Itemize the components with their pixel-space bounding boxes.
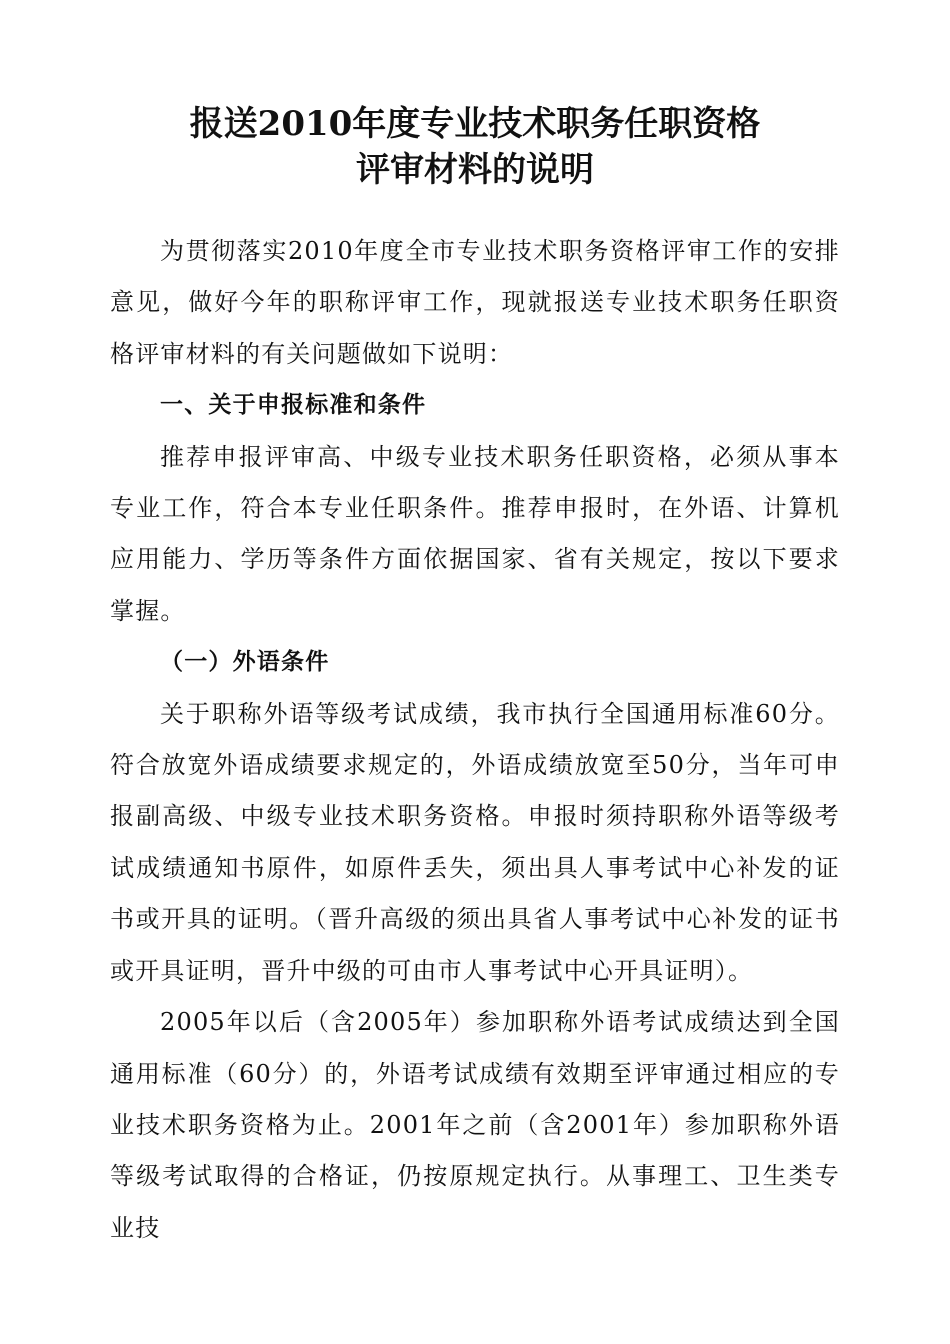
- subsection-heading-1: （一）外语条件: [160, 649, 330, 676]
- section-heading-1: 一、关于申报标准和条件: [160, 392, 427, 419]
- paragraph-requirements: 推荐申报评审高、中级专业技术职务任职资格，必须从事本专业工作，符合本专业任职条件。推荐申报时，在外语、计算机应用能力、学历等条件方面依据国家、省有关规定，按以下要求掌握。: [110, 442, 840, 625]
- document-body: [110, 226, 840, 1254]
- paragraph-foreign-language: 关于职称外语等级考试成绩，我市执行全国通用标准60分。符合放宽外语成绩要求规定的，外语成绩放宽至50分，当年可申报副高级、中级专业技术职务资格。申报时须持职称外语等级考试成绩通知书原件，如原件丢失，须出具人事考试中心补发的证书或开具的证明。（晋升高级的须出具省人事考试中心补发的证书或开具证明，晋升中级的可由市人事考试中心开具证明）。: [110, 699, 840, 985]
- document-title-line-1: 报送2010年度专业技术职务任职资格: [189, 104, 761, 144]
- document-title-line-2: 评审材料的说明: [356, 150, 594, 190]
- paragraph-validity: 2005年以后（含2005年）参加职称外语考试成绩达到全国通用标准（60分）的，外语考试成绩有效期至评审通过相应的专业技术职务资格为止。2001年之前（含2001年）参加职称外语等级考试取得的合格证，仍按原规定执行。从事理工、卫生类专业技: [110, 1008, 840, 1242]
- paragraph-intro: 为贯彻落实2010年度全市专业技术职务资格评审工作的安排意见，做好今年的职称评审工作，现就报送专业技术职务任职资格评审材料的有关问题做如下说明：: [110, 237, 840, 368]
